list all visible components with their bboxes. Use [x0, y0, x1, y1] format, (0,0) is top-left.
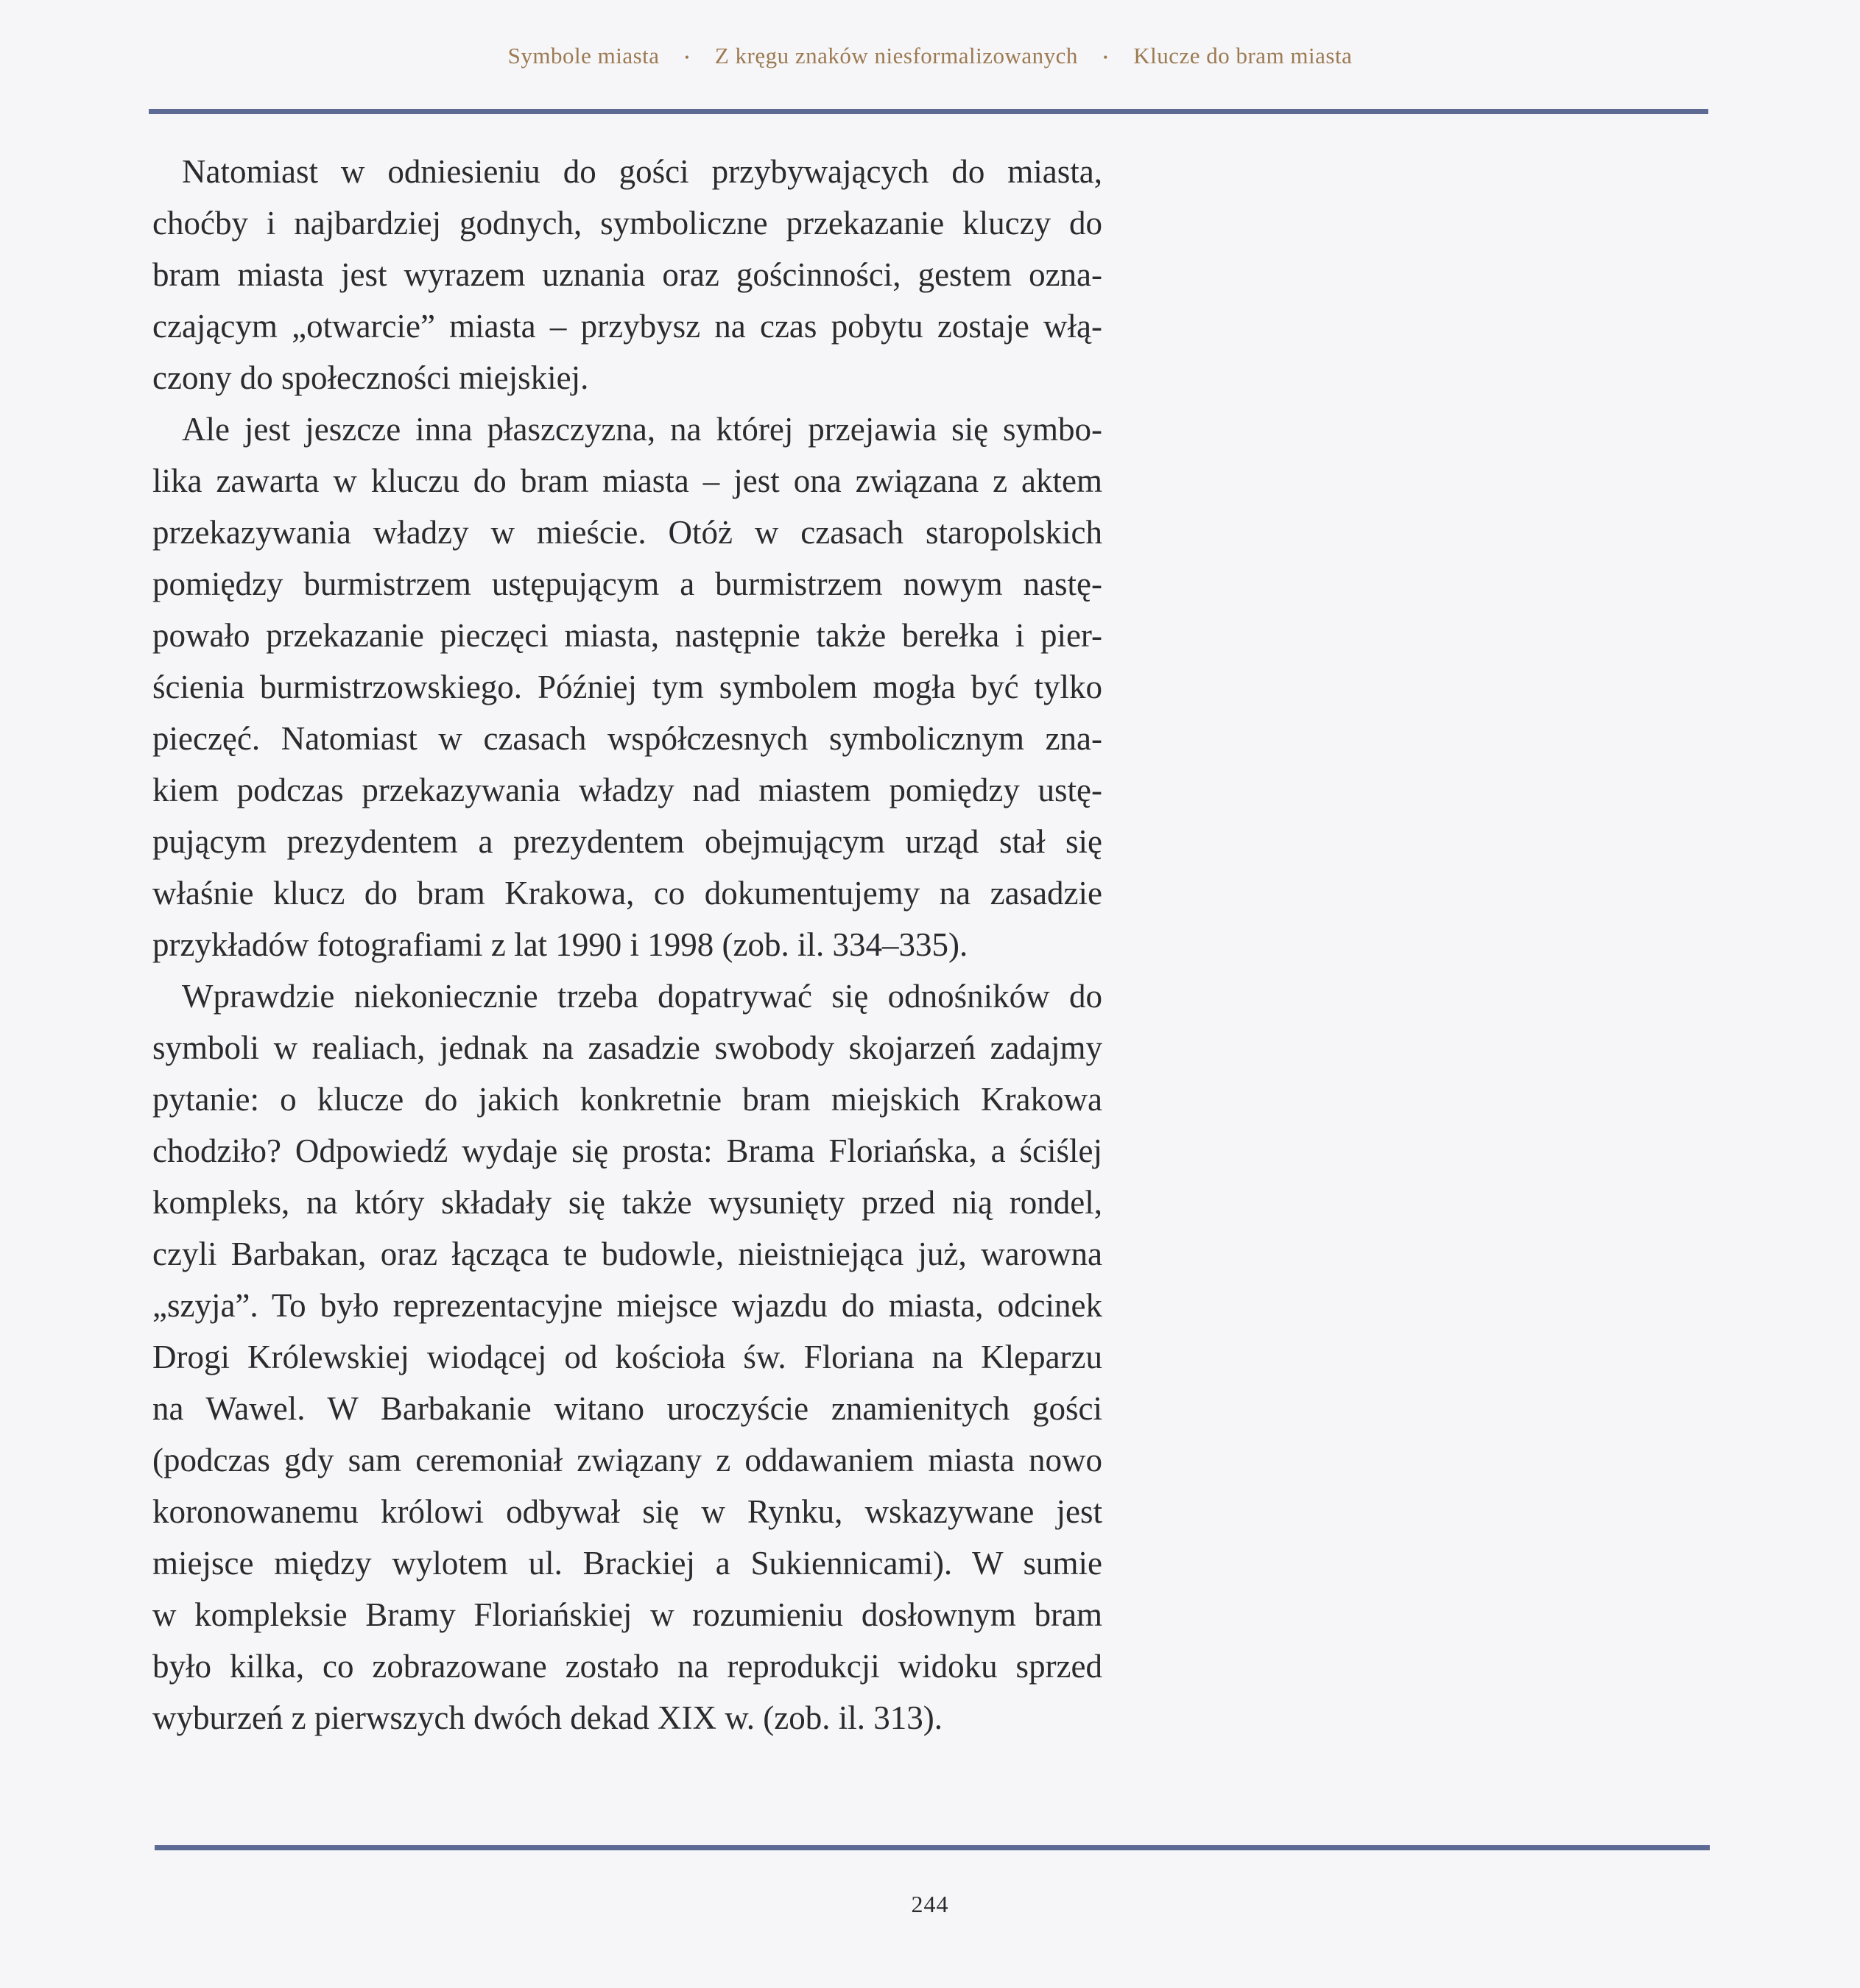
- running-head-part-3: Klucze do bram miasta: [1133, 43, 1353, 68]
- top-rule: [149, 109, 1708, 114]
- text-line: pieczęć. Natomiast w czasach współczesnych symbolicznym zna-: [152, 720, 1102, 757]
- text-line: było kilka, co zobrazowane zostało na reprodukcji widoku sprzed: [152, 1648, 1102, 1685]
- bottom-rule: [155, 1845, 1710, 1850]
- text-line: czony do społeczności miejskiej.: [152, 359, 589, 396]
- text-line: powało przekazanie pieczęci miasta, następnie także berełka i pier-: [152, 617, 1102, 654]
- text-line: miejsce między wylotem ul. Brackiej a Sukiennicami). W sumie: [152, 1545, 1102, 1582]
- text-line: lika zawarta w kluczu do bram miasta – jest ona związana z aktem: [152, 462, 1102, 499]
- text-line: koronowanemu królowi odbywał się w Rynku, wskazywane jest: [152, 1493, 1102, 1530]
- text-line: symboli w realiach, jednak na zasadzie swobody skojarzeń zadajmy: [152, 1029, 1102, 1066]
- text-line: pomiędzy burmistrzem ustępującym a burmistrzem nowym nastę-: [152, 565, 1102, 602]
- text-line: Ale jest jeszcze inna płaszczyzna, na której przejawia się symbo-: [182, 411, 1102, 448]
- text-line: (podczas gdy sam ceremoniał związany z oddawaniem miasta nowo: [152, 1442, 1102, 1478]
- text-line: kompleks, na który składały się także wysunięty przed nią rondel,: [152, 1184, 1102, 1221]
- text-line: wyburzeń z pierwszych dwóch dekad XIX w. (zob. il. 313).: [152, 1699, 943, 1736]
- text-line: w kompleksie Bramy Floriańskiej w rozumieniu dosłownym bram: [152, 1596, 1102, 1633]
- text-line: Drogi Królewskiej wiodącej od kościoła św. Floriana na Kleparzu: [152, 1339, 1102, 1375]
- text-line: ścienia burmistrzowskiego. Później tym symbolem mogła być tylko: [152, 669, 1102, 705]
- text-line: choćby i najbardziej godnych, symboliczne przekazanie kluczy do: [152, 205, 1102, 242]
- text-line: na Wawel. W Barbakanie witano uroczyście znamienitych gości: [152, 1390, 1102, 1427]
- separator-bullet: •: [684, 50, 690, 66]
- text-line: czającym „otwarcie” miasta – przybysz na czas pobytu zostaje włą-: [152, 308, 1102, 345]
- text-line: pującym prezydentem a prezydentem obejmującym urząd stał się: [152, 823, 1102, 860]
- text-line: pytanie: o klucze do jakich konkretnie bram miejskich Krakowa: [152, 1081, 1102, 1118]
- text-line: czyli Barbakan, oraz łącząca te budowle, nieistniejąca już, warowna: [152, 1236, 1102, 1272]
- text-line: Wprawdzie niekoniecznie trzeba dopatrywać się odnośników do: [182, 978, 1102, 1015]
- separator-bullet: •: [1103, 50, 1108, 66]
- text-line: przykładów fotografiami z lat 1990 i 1998 (zob. il. 334–335).: [152, 926, 968, 963]
- body-text: [152, 146, 1102, 1744]
- page-number: 244: [911, 1891, 949, 1917]
- running-head-part-2: Z kręgu znaków niesformalizowanych: [714, 43, 1078, 68]
- text-line: chodziło? Odpowiedź wydaje się prosta: Brama Floriańska, a ściślej: [152, 1132, 1102, 1169]
- running-head: [0, 43, 1860, 69]
- text-line: kiem podczas przekazywania władzy nad miastem pomiędzy ustę-: [152, 772, 1102, 808]
- text-line: Natomiast w odniesieniu do gości przybywających do miasta,: [182, 153, 1102, 190]
- text-line: właśnie klucz do bram Krakowa, co dokumentujemy na zasadzie: [152, 875, 1102, 912]
- text-line: „szyja”. To było reprezentacyjne miejsce wjazdu do miasta, odcinek: [152, 1287, 1102, 1324]
- running-head-part-1: Symbole miasta: [507, 43, 660, 68]
- text-line: przekazywania władzy w mieście. Otóż w czasach staropolskich: [152, 514, 1102, 551]
- text-line: bram miasta jest wyrazem uznania oraz gościnności, gestem ozna-: [152, 256, 1102, 293]
